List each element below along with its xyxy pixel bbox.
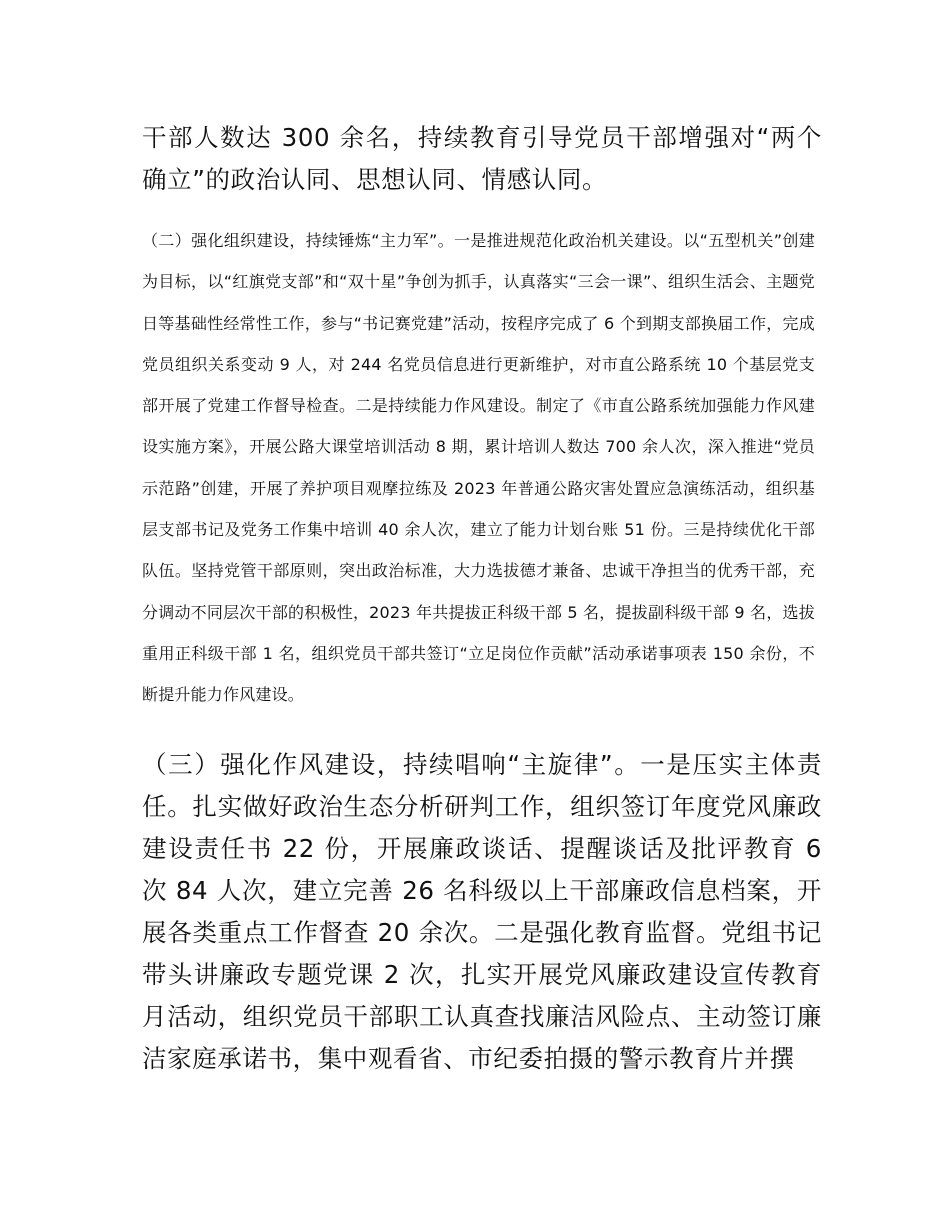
paragraph-party-member-education-continued: 干部人数达 300 余名，持续教育引导党员干部增强对“两个确立”的政治认同、思想认同、情感认同。 [142,123,822,194]
paragraph-work-style-building: （三）强化作风建设，持续唱响“主旋律”。一是压实主体责任。扎实做好政治生态分析研判工作，组织签订年度党风廉政建设责任书 22 份，开展廉政谈话、提醒谈话及批评教育 6 次 84 人次，建立完善 26 名科级以上干部廉政信息档案，开展各类重点工作督查 20 余次。二是强化教育监督。党组书记带头讲廉政专题党课 2 次，扎实开展党风廉政建设宣传教育月活动，组织党员干部职工认真查找廉洁风险点、主动签订廉洁家庭承诺书，集中观看省、市纪委拍摄的警示教育片并撰 [142,750,822,1073]
paragraph-organization-building: （二）强化组织建设，持续锤炼“主力军”。一是推进规范化政治机关建设。以“五型机关”创建为目标，以“红旗党支部”和“双十星”争创为抓手，认真落实“三会一课”、组织生活会、主题党日等基础性经常性工作，参与“书记赛党建”活动，按程序完成了 6 个到期支部换届工作，完成党员组织关系变动 9 人，对 244 名党员信息进行更新维护，对市直公路系统 10 个基层党支部开展了党建工作督导检查。二是持续能力作风建设。制定了《市直公路系统加强能力作风建设实施方案》，开展公路大课堂培训活动 8 期，累计培训人数达 700 余人次，深入推进“党员示范路”创建，开展了养护项目观摩拉练及 2023 年普通公路灾害处置应急演练活动，组织基层支部书记及党务工作集中培训 40 余人次，建立了能力计划台账 51 份。三是持续优化干部队伍。坚持党管干部原则，突出政治标准，大力选拔德才兼备、忠诚干净担当的优秀干部，充分调动不同层次干部的积极性，2023 年共提拔正科级干部 5 名，提拔副科级干部 9 名，选拔重用正科级干部 1 名，组织党员干部共签订“立足岗位作贡献”活动承诺事项表 150 余份，不断提升能力作风建设。 [142,231,815,705]
